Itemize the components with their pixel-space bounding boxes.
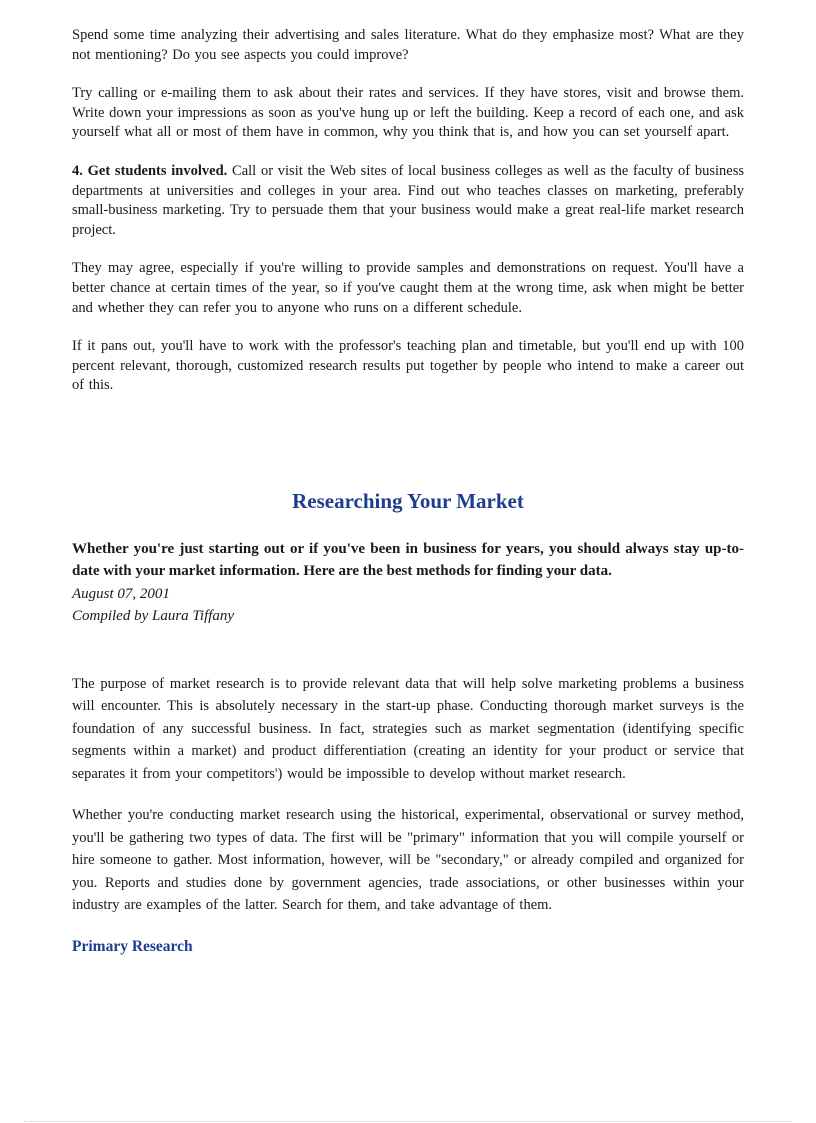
subheading-primary-research: Primary Research bbox=[72, 937, 193, 955]
paragraph-competitor-literature: Spend some time analyzing their advertising and sales literature. What do they emphasize most? What are they not mentioning? Do you see aspects you could improve? bbox=[72, 27, 744, 63]
spacer bbox=[72, 415, 744, 488]
tip-label: 4. Get students involved. bbox=[72, 162, 228, 179]
document-page bbox=[72, 26, 744, 958]
paragraph-contact-competitors: Try calling or e-mailing them to ask about their rates and services. If they have stores, visit and browse them. Write down your impressions as soon as you've hung up or left the building. Keep a record of each one, and ask yourself what all or most of them have in common, why you think that is, and how you can set yourself apart. bbox=[72, 85, 744, 141]
paragraph-purpose: The purpose of market research is to provide relevant data that will help solve marketing problems a business will encounter. This is absolutely necessary in the start-up phase. Conducting thorough market surveys is the foundation of any successful business. In fact, strategies such as market segmentation (identifying specific segments within a market) and product differentiation (creating an identity for your product or service that separates it from your competitors') would be impossible to develop without market research. bbox=[72, 675, 744, 782]
paragraph-tip-students bbox=[72, 162, 744, 240]
page-bottom-border bbox=[24, 1121, 792, 1122]
article-byline: Compiled by Laura Tiffany bbox=[72, 608, 235, 625]
paragraph-data-types: Whether you're conducting market research using the historical, experimental, observational or survey method, you'll be gathering two types of data. The first will be "primary" information that you will compile yourself or hire someone to gather. Most information, however, will be "secondary," or already compiled and organized for you. Reports and studies done by government agencies, trade associations, or other businesses within your industry are examples of the latter. Search for them, and take advantage of them. bbox=[72, 807, 744, 914]
paragraph-if-it-pans-out: If it pans out, you'll have to work with the professor's teaching plan and timetable, but you'll end up with 100 percent relevant, thorough, customized research results put together by people who intend to make a career out of this. bbox=[72, 338, 744, 394]
spacer bbox=[72, 628, 744, 673]
article-date: August 07, 2001 bbox=[72, 585, 170, 602]
article-title: Researching Your Market bbox=[292, 488, 524, 513]
tip-text: Call or visit the Web sites of local business colleges as well as the faculty of business departments at universities and colleges in your area. Find out who teaches classes on marketing, preferably small-business marketing. Try to persuade them that your business would make a great real-life market research project. bbox=[72, 162, 744, 238]
article-lead: Whether you're just starting out or if you've been in business for years, you should always stay up-to-date with your market information. Here are the best methods for finding your data. bbox=[72, 540, 744, 580]
paragraph-they-may-agree: They may agree, especially if you're willing to provide samples and demonstrations on request. You'll have a better chance at certain times of the year, so if you've caught them at the wrong time, ask when might be better and whether they can refer you to anyone who runs on a different schedule. bbox=[72, 260, 744, 316]
